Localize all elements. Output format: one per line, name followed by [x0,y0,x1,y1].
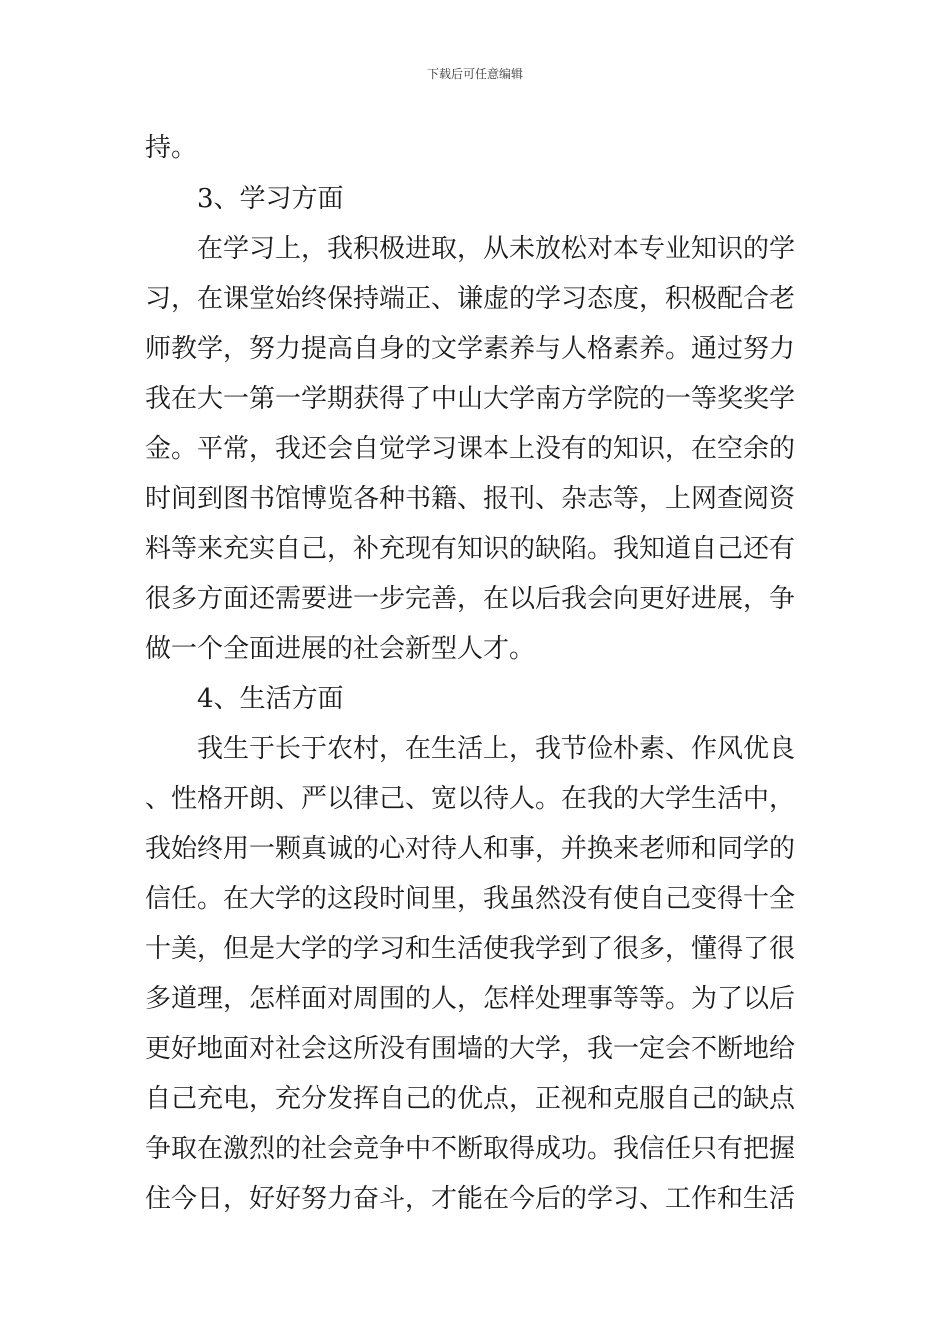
text-line: 时间到图书馆博览各种书籍、报刊、杂志等，上网查阅资 [145,484,796,514]
section-heading: 3、学习方面 [197,184,344,214]
text-line: 多道理，怎样面对周围的人，怎样处理事等等。为了以后 [145,984,796,1014]
text-line: 信任。在大学的这段时间里，我虽然没有使自己变得十全 [145,884,796,914]
text-line: 很多方面还需要进一步完善，在以后我会向更好进展，争 [145,584,796,614]
text-line: 在学习上，我积极进取，从未放松对本专业知识的学 [197,234,796,264]
text-line: 、性格开朗、严以律己、宽以待人。在我的大学生活中， [145,784,796,814]
text-line: 持。 [145,133,198,163]
text-line: 更好地面对社会这所没有围墙的大学，我一定会不断地给 [145,1034,796,1064]
text-line: 我始终用一颗真诚的心对待人和事，并换来老师和同学的 [145,834,796,864]
text-line: 做一个全面进展的社会新型人才。 [145,634,536,664]
text-line: 习，在课堂始终保持端正、谦虚的学习态度，积极配合老 [145,284,796,314]
text-line: 自己充电，充分发挥自己的优点，正视和克服自己的缺点 [145,1084,796,1114]
text-line: 住今日，好好努力奋斗，才能在今后的学习、工作和生活 [145,1184,796,1214]
text-line: 我生于长于农村，在生活上，我节俭朴素、作风优良 [197,734,796,764]
text-line: 金。平常，我还会自觉学习课本上没有的知识，在空余的 [145,434,796,464]
text-line: 我在大一第一学期获得了中山大学南方学院的一等奖奖学 [145,384,796,414]
text-line: 料等来充实自己，补充现有知识的缺陷。我知道自己还有 [145,534,796,564]
page-header: 下载后可任意编辑 [426,67,523,81]
text-line: 十美，但是大学的学习和生活使我学到了很多，懂得了很 [145,934,796,964]
text-line: 师教学，努力提高自身的文学素养与人格素养。通过努力 [145,334,796,364]
section-heading: 4、生活方面 [197,684,344,714]
text-line: 争取在激烈的社会竞争中不断取得成功。我信任只有把握 [145,1134,796,1164]
